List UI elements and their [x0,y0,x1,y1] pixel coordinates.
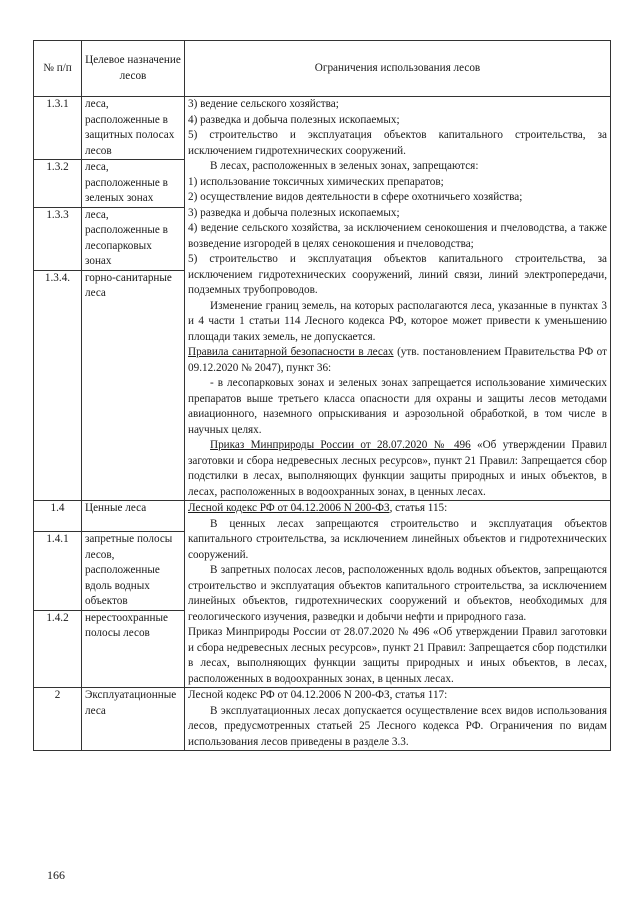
legal-reference-link[interactable]: Приказ Минприроды России от 28.07.2020 № 496 [210,439,471,451]
restriction-text: В запретных полосах лесов, расположенных вдоль водных объектов, запрещаются строительство и эксплуатация объектов капитального строительства, за исключением линейных объектов, гидротехнических сооружений и объектов, необходимых для геологического изучения, разведки и добычи нефти и природного газа. [188,564,607,623]
row-num: 1.4.2 [34,610,82,688]
restriction-text [188,345,607,376]
restrictions-table [33,40,611,751]
row-purpose: Ценные леса [82,501,185,532]
restriction-text [188,501,607,517]
row-num: 1.3.4. [34,270,82,501]
restriction-text: Изменение границ земель, на которых располагаются леса, указанные в пунктах 3 и 4 части 1 статьи 114 Лесного кодекса РФ, которое может привести к уменьшению площади таких земель, не допускается. [188,299,607,343]
table-row [34,688,611,751]
row-purpose: леса, расположенные в зеленых зонах [82,160,185,208]
restriction-text: В ценных лесах запрещаются строительство и эксплуатация объектов капитального строительства, за исключением линейных объектов и гидротехнических сооружений. [188,517,607,561]
row-num: 1.4 [34,501,82,532]
table-row [34,501,611,532]
row-num: 1.3.1 [34,97,82,160]
restriction-text: 4) ведение сельского хозяйства, за исключением сенокошения и пчеловодства, а также возведение изгородей в целях сенокошения и пчеловодства; [188,222,607,250]
reference-detail: «Об утверждении Правил заготовки и сбора недревесных лесных ресурсов», пункт 21 Правил: Запрещается сбор подстилки в лесах, выполняющих функции защиты природных и иных объектов, в лесах, расположенных в водоохранных зонах, в ценных лесах. [188,439,607,498]
restriction-text: 1) использование токсичных химических препаратов; [188,175,444,188]
restriction-text: В лесах, расположенных в зеленых зонах, запрещаются: [210,160,479,172]
row-num: 1.3.3 [34,207,82,270]
restriction-text: В эксплуатационных лесах допускается осуществление всех видов использования лесов, предусмотренных статьей 25 Лесного кодекса РФ. Ограничения по видам использования лесов приведены в разделе 3.3. [188,704,607,748]
header-num: № п/п [34,41,82,97]
restriction-text: 2) осуществление видов деятельности в сфере охотничьего хозяйства; [188,191,523,203]
row-purpose: леса, расположенные в защитных полосах лесов [82,97,185,160]
reference-detail: , статья 115: [389,502,448,514]
restriction-text: 4) разведка и добыча полезных ископаемых; [188,113,400,126]
table-row [34,97,611,160]
row-purpose: леса, расположенные в лесопарковых зонах [82,207,185,270]
row-num: 2 [34,688,82,751]
restrictions-cell-1 [185,97,611,501]
row-purpose: запретные полосы лесов, расположенные вдоль водных объектов [82,532,185,611]
header-purpose: Целевое назначение лесов [82,41,185,97]
restriction-text: 5) строительство и эксплуатация объектов капитального строительства, за исключением гидротехнических сооружений. [188,129,607,157]
restrictions-cell-3 [185,688,611,751]
restriction-text: 3) разведка и добыча полезных ископаемых; [188,206,400,219]
row-purpose: нерестоохранные полосы лесов [82,610,185,688]
restriction-text: Лесной кодекс РФ от 04.12.2006 N 200-ФЗ, статья 117: [188,689,448,701]
restriction-text: - в лесопарковых зонах и зеленых зонах запрещается использование химических препаратов выше третьего класса опасности для охраны и защиты лесов методами авиационного, наземного опрыскивания и аэрозольной обработкой, в том числе в научных целях. [188,377,607,436]
legal-reference-link[interactable]: Правила санитарной безопасности в лесах [188,346,394,358]
row-num: 1.4.1 [34,532,82,611]
row-num: 1.3.2 [34,160,82,208]
restriction-text: Приказ Минприроды России от 28.07.2020 № 496 «Об утверждении Правил заготовки и сбора недревесных лесных ресурсов», пункт 21 Правил: Запрещается сбор подстилки в лесах, выполняющих функции защиты природных и иных объектов, в лесах, расположенных в водоохранных зонах, в ценных лесах. [188,626,607,685]
restriction-text: 5) строительство и эксплуатация объектов капитального строительства, за исключением гидротехнических сооружений, линий связи, линий электропередачи, подземных трубопроводов. [188,253,607,296]
row-purpose: горно-санитарные леса [82,270,185,501]
header-restrictions: Ограничения использования лесов [185,41,611,97]
page-number: 166 [47,868,65,882]
legal-reference-link[interactable]: Лесной кодекс РФ от 04.12.2006 N 200-ФЗ [188,502,390,514]
reference-detail: (утв. постановлением Правительства РФ от 09.12.2020 № 2047), пункт 36: [188,346,607,374]
restriction-text: 3) ведение сельского хозяйства; [188,98,339,110]
restriction-text [188,438,607,500]
table-header-row [34,41,611,97]
row-purpose: Эксплуатационные леса [82,688,185,751]
restrictions-cell-2 [185,501,611,688]
